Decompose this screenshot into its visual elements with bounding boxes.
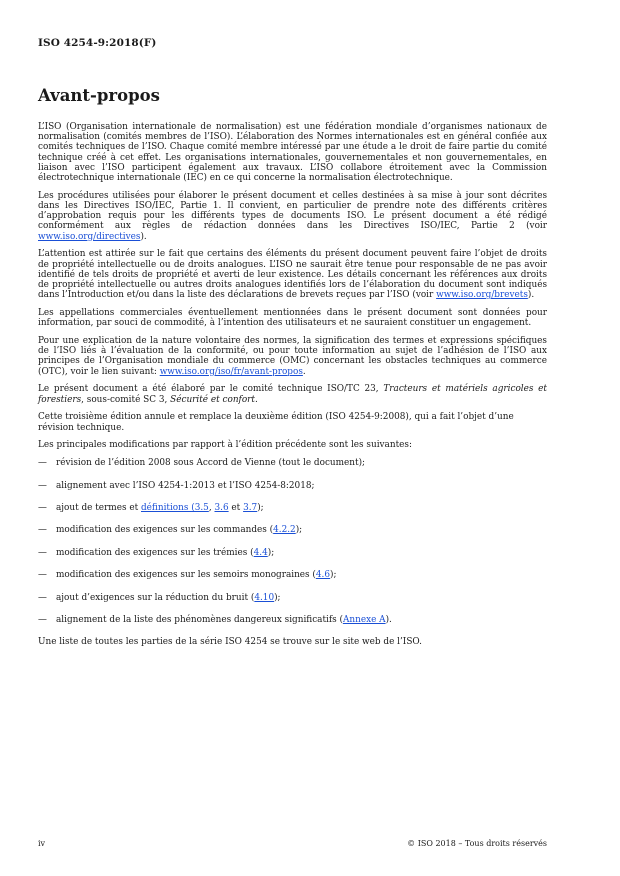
copyright-notice: © ISO 2018 – Tous droits réservés: [407, 839, 547, 848]
section-title: Avant-propos: [38, 86, 160, 105]
patents-link[interactable]: www.iso.org/brevets: [436, 290, 528, 301]
paragraph-committee: Le présent document a été élaboré par le comité technique ISO/TC 23, Tracteurs et matériels agricoles et forestiers, sous-comité SC 3, Sécurité et confort.: [38, 384, 547, 405]
paragraph-trade-names: Les appellations commerciales éventuellement mentionnées dans le présent document sont données pour information, par souci de commodité, à l’intention des utilisateurs et ne sauraient constituer un engagement.: [38, 308, 547, 329]
paragraph-changes-intro: Les principales modifications par rapport à l’édition précédente sont les suivantes:: [38, 440, 412, 451]
list-item: — alignement de la liste des phénomènes dangereux significatifs (Annexe A).: [38, 614, 392, 625]
clause-4-6-link[interactable]: 4.6: [315, 570, 331, 581]
dash-marker: —: [38, 458, 47, 469]
dash-marker: —: [38, 525, 47, 536]
foreword-link[interactable]: www.iso.org/iso/fr/avant-propos: [159, 366, 303, 377]
paragraph-procedures: Les procédures utilisées pour élaborer le présent document et celles destinées à sa mise à jour sont décrites dans les Directives ISO/IEC, Partie 1. Il convient, en particulier de prendre note des différents critères d’approbation requis pour les différents types de documents ISO. Le présent document a été rédigé conformément aux règles de rédaction données dans les Directives ISO/IEC, Partie 2 (voir www.iso.org/directives).: [38, 190, 547, 242]
dash-marker: —: [38, 570, 47, 581]
changes-list: [38, 458, 547, 625]
clause-4-10-link[interactable]: 4.10: [254, 592, 275, 603]
definition-3-7-link[interactable]: 3.7: [243, 503, 258, 514]
list-item: — modification des exigences sur les semoirs monograines (4.6);: [38, 570, 337, 581]
annex-a-link[interactable]: Annexe A: [343, 614, 386, 625]
definition-3-6-link[interactable]: 3.6: [214, 503, 229, 514]
dash-marker: —: [38, 547, 47, 558]
directives-link[interactable]: www.iso.org/directives: [38, 231, 141, 242]
document-identifier: ISO 4254-9:2018(F): [38, 37, 157, 49]
foreword-body: [38, 122, 547, 655]
paragraph-series-list: Une liste de toutes les parties de la série ISO 4254 se trouve sur le site web de l’ISO.: [38, 637, 422, 648]
list-item: — alignement avec l’ISO 4254-1:2013 et l’ISO 4254-8:2018;: [38, 480, 315, 491]
page-number: iv: [38, 839, 46, 848]
dash-marker: —: [38, 503, 47, 514]
list-item: — modification des exigences sur les trémies (4.4);: [38, 547, 275, 558]
dash-marker: —: [38, 480, 47, 491]
list-item: — modification des exigences sur les commandes (4.2.2);: [38, 525, 303, 536]
paragraph-edition: Cette troisième édition annule et remplace la deuxième édition (ISO 4254-9:2008), qui a fait l’objet d’une révision technique.: [38, 412, 514, 433]
dash-marker: —: [38, 592, 47, 603]
definitions-link[interactable]: définitions (3.5: [141, 503, 209, 514]
paragraph-iso-intro: L’ISO (Organisation internationale de normalisation) est une fédération mondiale d’organismes nationaux de normalisation (comités membres de l’ISO). L’élaboration des Normes internationales est en général confiée aux comités techniques de l’ISO. Chaque comité membre intéressé par une étude a le droit de faire partie du comité technique créé à cet effet. Les organisations internationales, gouvernementales et non gouvernementales, en liaison avec l’ISO participent également aux travaux. L’ISO collabore étroitement avec la Commission électrotechnique internationale (IEC) en ce qui concerne la normalisation électrotechnique.: [38, 122, 547, 184]
list-item: — révision de l’édition 2008 sous Accord de Vienne (tout le document);: [38, 458, 366, 469]
dash-marker: —: [38, 614, 47, 625]
document-page: [38, 0, 547, 876]
clause-4-4-link[interactable]: 4.4: [253, 547, 268, 558]
paragraph-voluntary-nature: Pour une explication de la nature volontaire des normes, la signification des termes et expressions spécifiques de l’ISO liés à l’évaluation de la conformité, ou pour toute information au sujet de l’adhésion de l’ISO aux principes de l’Organisation mondiale du commerce (OMC) concernant les obstacles techniques au commerce (OTC), voir le lien suivant: www.iso.org/iso/fr/avant-propos.: [38, 336, 547, 377]
list-item: — ajout de termes et définitions (3.5, 3.6 et 3.7);: [38, 503, 264, 514]
clause-4-2-2-link[interactable]: 4.2.2: [273, 525, 296, 536]
list-item: — ajout d’exigences sur la réduction du bruit (4.10);: [38, 592, 281, 603]
paragraph-patents: L’attention est attirée sur le fait que certains des éléments du présent document peuvent faire l’objet de droits de propriété intellectuelle ou de droits analogues. L’ISO ne saurait être tenue pour responsable de ne pas avoir identifié de tels droits de propriété et averti de leur existence. Les détails concernant les références aux droits de propriété intellectuelle ou autres droits analogues identifiés lors de l’élaboration du document sont indiqués dans l’Introduction et/ou dans la liste des déclarations de brevets reçues par l’ISO (voir www.iso.org/brevets).: [38, 249, 547, 301]
